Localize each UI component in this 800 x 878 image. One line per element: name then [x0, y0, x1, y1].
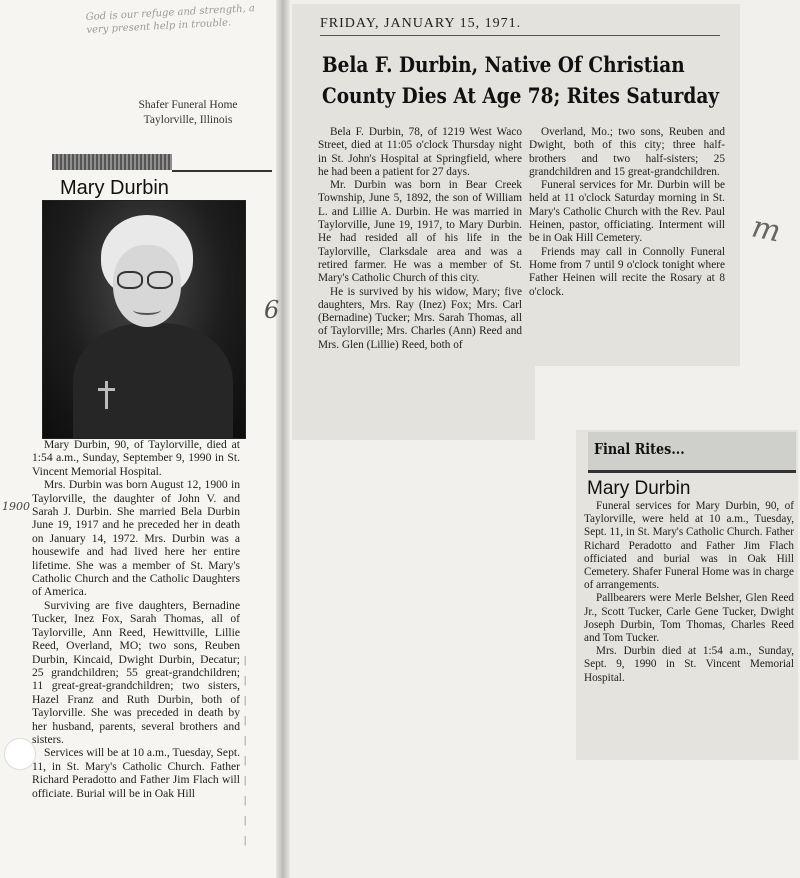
final-rites-name: Mary Durbin	[587, 478, 691, 499]
final-rites-title: Final Rites...	[594, 440, 685, 458]
final-rites-text	[584, 500, 794, 685]
story-paragraph: Mr. Durbin was born in Bear Creek Township, June 5, 1892, the son of William L. and Lillie A. Durbin. He was married in Taylorville, June 19, 1917, to Mary Durbin. He had resided all of his life in the Taylorville, Clarksdale area and was a retired farmer. He was a member of St. Mary's Catholic Church of this city.	[318, 179, 522, 285]
obituary-name: Mary Durbin	[60, 177, 169, 199]
portrait-photo	[42, 200, 246, 439]
story-paragraph: He is survived by his widow, Mary; five daughters, Mrs. Ray (Inez) Fox; Mrs. Carl (Bernadine) Tucker; Mrs. Sarah Thomas, all of Taylorville; Mrs. Charles (Ann) Reed and Mrs. Glen (Lillie) Reed, both of	[318, 285, 522, 351]
final-rites-paragraph: Mrs. Durbin died at 1:54 a.m., Sunday, Sept. 9, 1990 in St. Vincent Memorial Hospital.	[584, 645, 794, 684]
obituary-text	[32, 438, 240, 800]
clipped-banner-strip	[52, 154, 272, 170]
pencil-mark: 6	[264, 296, 280, 324]
pencil-mark: m	[748, 209, 784, 250]
final-rites-paragraph: Pallbearers were Merle Belsher, Glen Reed Jr., Scott Tucker, Carle Gene Tucker, Dwight Joseph Durbin, Tom Thomas, Charles Reed and Tom Tucker.	[584, 592, 794, 645]
margin-ticks: | | | | | | | | | |	[244, 654, 247, 846]
final-rites-paragraph: Funeral services for Mary Durbin, 90, of Taylorville, were held at 10 a.m., Tuesday, Sept. 11, in St. Mary's Catholic Church. Father Richard Peradotto and Father Jim Flach officiated and burial was in Oak Hill Cemetery. Shafer Funeral Home was in charge of arrangements.	[584, 500, 794, 592]
obituary-paragraph: Services will be at 10 a.m., Tuesday, Sept. 11, in St. Mary's Catholic Church. Father Richard Peradotto and Father Jim Flach will officiate. Burial will be in Oak Hill	[32, 746, 240, 800]
funeral-home-city: Taylorville, Illinois	[143, 114, 233, 126]
story-paragraph: Friends may call in Connolly Funeral Home from 7 until 9 o'clock tonight where Father Heinen will recite the Rosary at 8 o'clock.	[529, 245, 725, 298]
clipping-dateline: FRIDAY, JANUARY 15, 1971.	[320, 16, 720, 36]
margin-annotation: 1900	[2, 500, 30, 513]
headline-line: County Dies At Age 78; Rites Saturday	[322, 84, 720, 109]
story-paragraph: Funeral services for Mr. Durbin will be held at 11 o'clock Saturday morning in St. Mary's Catholic Church with the Rev. Paul Heinen, pastor, officiating. Interment will be in Oak Hill Cemetery.	[529, 179, 725, 245]
headline-line: Bela F. Durbin, Native Of Christian	[322, 53, 685, 78]
handwritten-verse: God is our refuge and strength, a very present help in trouble.	[85, 3, 256, 36]
clipping-headline	[322, 50, 720, 112]
story-column-1	[318, 126, 522, 352]
obituary-paragraph: Mrs. Durbin was born August 12, 1900 in Taylorville, the daughter of John V. and Sarah J. Durbin. She married Bela Durbin June 19, 1917 and he preceded her in death on January 14, 1972. Mrs. Durbin was a housewife and had lived here her entire lifetime. She was a member of St. Mary's Catholic Church and the Catholic Daughters of America.	[32, 478, 240, 599]
obituary-paragraph: Surviving are five daughters, Bernadine Tucker, Inez Fox, Sarah Thomas, all of Taylorville, Ann Reed, Hewittville, Lillie Reed, Overland, MO; two sons, Reuben Durbin, Kincaid, Dwight Durbin, Decatur; 25 grandchildren; 55 great-grandchildren; 11 great-great-grandchildren; two sisters, Hazel Franz and Ruth Durbin, both of Taylorville. She was preceded in death by her husband, parents, several brothers and sisters.	[32, 598, 240, 746]
story-paragraph: Bela F. Durbin, 78, of 1219 West Waco Street, died at 11:05 o'clock Thursday night in St. John's Hospital at Springfield, where he had been a patient for 27 days.	[318, 126, 522, 178]
funeral-home-name: Shafer Funeral Home	[138, 99, 238, 111]
story-paragraph: Overland, Mo.; two sons, Reuben and Dwight, both of this city; three half-brothers and two half-sisters; 25 grandchildren and 15 great-grandchildren.	[529, 126, 725, 178]
story-column-2	[529, 126, 725, 299]
cross-pendant-icon	[105, 381, 108, 409]
obituary-paragraph: Mary Durbin, 90, of Taylorville, died at 1:54 a.m., Sunday, September 9, 1990 in St. Vincent Memorial Hospital.	[32, 438, 240, 478]
binding-spine	[276, 0, 290, 878]
funeral-home-credit	[118, 98, 258, 128]
